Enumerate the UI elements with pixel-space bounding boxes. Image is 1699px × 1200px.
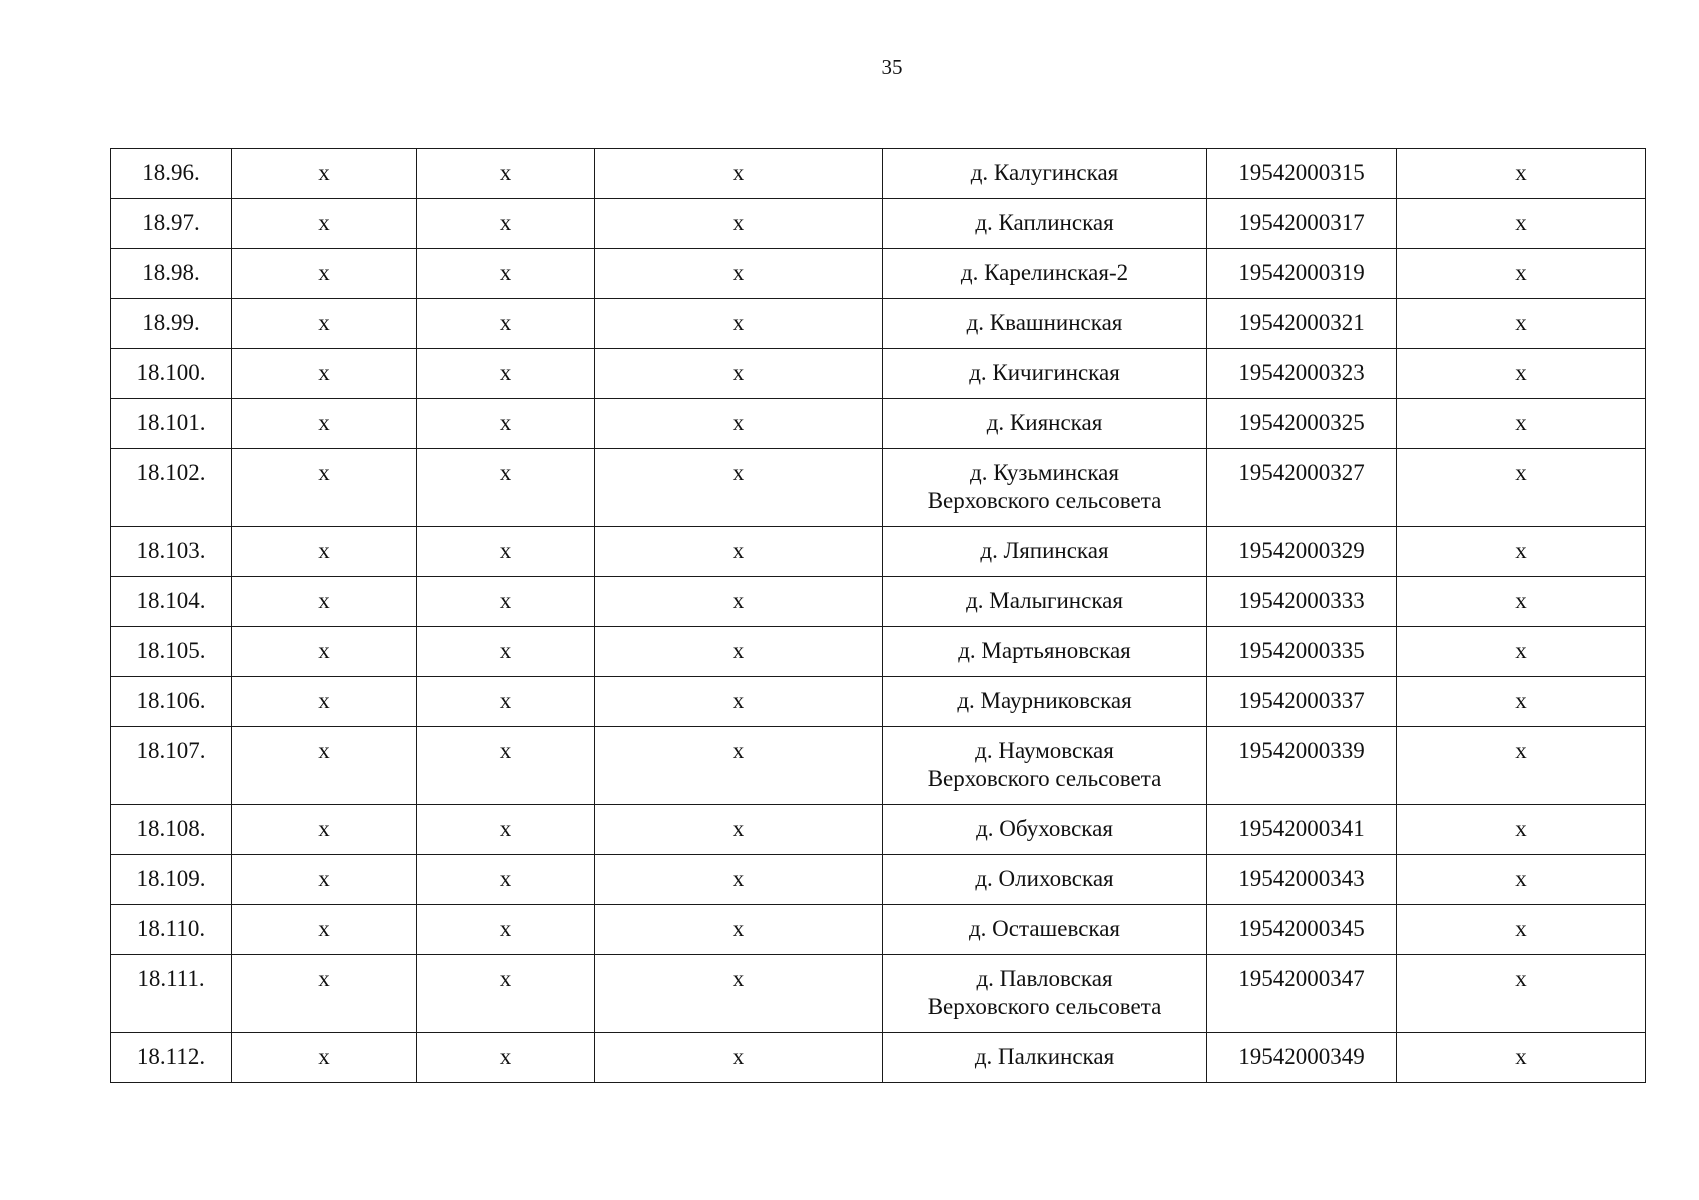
settlement-name-cell: д. Карелинская-2 <box>883 249 1207 299</box>
column-2-cell: х <box>417 449 595 527</box>
settlement-name-cell: д. Ляпинская <box>883 527 1207 577</box>
oktmo-code-cell: 19542000327 <box>1207 449 1397 527</box>
column-3-cell: х <box>595 677 883 727</box>
column-1-cell: х <box>232 249 417 299</box>
column-2-cell: х <box>417 527 595 577</box>
column-2-cell: х <box>417 199 595 249</box>
column-2-cell: х <box>417 577 595 627</box>
column-3-cell: х <box>595 905 883 955</box>
column-2-cell: х <box>417 349 595 399</box>
oktmo-code-cell: 19542000329 <box>1207 527 1397 577</box>
column-1-cell: х <box>232 805 417 855</box>
column-7-cell: х <box>1397 905 1646 955</box>
settlement-name-cell: д. Обуховская <box>883 805 1207 855</box>
column-7-cell: х <box>1397 249 1646 299</box>
column-7-cell: х <box>1397 627 1646 677</box>
column-3-cell: х <box>595 955 883 1033</box>
column-1-cell: х <box>232 1033 417 1083</box>
row-number-cell: 18.96. <box>111 149 232 199</box>
column-3-cell: х <box>595 349 883 399</box>
column-1-cell: х <box>232 727 417 805</box>
settlement-name-cell: д. Маурниковская <box>883 677 1207 727</box>
column-7-cell: х <box>1397 1033 1646 1083</box>
oktmo-code-cell: 19542000325 <box>1207 399 1397 449</box>
table-row <box>111 727 1646 805</box>
oktmo-code-cell: 19542000321 <box>1207 299 1397 349</box>
column-1-cell: х <box>232 855 417 905</box>
page-number: 35 <box>881 55 903 79</box>
column-3-cell: х <box>595 1033 883 1083</box>
column-7-cell: х <box>1397 449 1646 527</box>
settlement-name-cell <box>883 449 1207 527</box>
settlement-name-cell <box>883 727 1207 805</box>
oktmo-code-cell: 19542000335 <box>1207 627 1397 677</box>
table-row <box>111 1033 1646 1083</box>
column-7-cell: х <box>1397 805 1646 855</box>
column-7-cell: х <box>1397 349 1646 399</box>
table-row <box>111 399 1646 449</box>
table-row <box>111 577 1646 627</box>
column-2-cell: х <box>417 955 595 1033</box>
settlement-name-cell: д. Олиховская <box>883 855 1207 905</box>
settlement-name-cell <box>883 955 1207 1033</box>
row-number-cell: 18.100. <box>111 349 232 399</box>
registry-body <box>111 149 1646 1083</box>
column-3-cell: х <box>595 627 883 677</box>
row-number-cell: 18.102. <box>111 449 232 527</box>
settlement-registry-table <box>110 148 1646 1083</box>
settlement-council-line: Верховского сельсовета <box>927 488 1162 513</box>
column-7-cell: х <box>1397 527 1646 577</box>
settlement-council-line: Верховского сельсовета <box>927 766 1162 791</box>
column-2-cell: х <box>417 677 595 727</box>
column-3-cell: х <box>595 199 883 249</box>
row-number-cell: 18.104. <box>111 577 232 627</box>
table-row <box>111 855 1646 905</box>
column-2-cell: х <box>417 249 595 299</box>
column-1-cell: х <box>232 527 417 577</box>
row-number-cell: 18.110. <box>111 905 232 955</box>
settlement-council-line: Верховского сельсовета <box>927 994 1162 1019</box>
row-number-cell: 18.97. <box>111 199 232 249</box>
column-3-cell: х <box>595 399 883 449</box>
oktmo-code-cell: 19542000333 <box>1207 577 1397 627</box>
column-2-cell: х <box>417 1033 595 1083</box>
oktmo-code-cell: 19542000337 <box>1207 677 1397 727</box>
column-2-cell: х <box>417 727 595 805</box>
table-row <box>111 449 1646 527</box>
table-row <box>111 149 1646 199</box>
settlement-name-cell: д. Калугинская <box>883 149 1207 199</box>
column-7-cell: х <box>1397 577 1646 627</box>
column-3-cell: х <box>595 805 883 855</box>
table-row <box>111 299 1646 349</box>
oktmo-code-cell: 19542000349 <box>1207 1033 1397 1083</box>
oktmo-code-cell: 19542000323 <box>1207 349 1397 399</box>
oktmo-code-cell: 19542000343 <box>1207 855 1397 905</box>
settlement-name-cell: д. Палкинская <box>883 1033 1207 1083</box>
column-3-cell: х <box>595 149 883 199</box>
row-number-cell: 18.111. <box>111 955 232 1033</box>
column-7-cell: х <box>1397 199 1646 249</box>
column-1-cell: х <box>232 905 417 955</box>
row-number-cell: 18.107. <box>111 727 232 805</box>
column-7-cell: х <box>1397 727 1646 805</box>
column-7-cell: х <box>1397 149 1646 199</box>
column-1-cell: х <box>232 199 417 249</box>
column-2-cell: х <box>417 399 595 449</box>
oktmo-code-cell: 19542000339 <box>1207 727 1397 805</box>
column-1-cell: х <box>232 449 417 527</box>
oktmo-code-cell: 19542000317 <box>1207 199 1397 249</box>
settlement-name-line: д. Павловская <box>976 966 1113 991</box>
column-7-cell: х <box>1397 399 1646 449</box>
table-row <box>111 199 1646 249</box>
row-number-cell: 18.105. <box>111 627 232 677</box>
oktmo-code-cell: 19542000341 <box>1207 805 1397 855</box>
table-row <box>111 677 1646 727</box>
settlement-name-cell: д. Осташевская <box>883 905 1207 955</box>
column-2-cell: х <box>417 855 595 905</box>
row-number-cell: 18.103. <box>111 527 232 577</box>
oktmo-code-cell: 19542000345 <box>1207 905 1397 955</box>
table-row <box>111 627 1646 677</box>
column-2-cell: х <box>417 299 595 349</box>
settlement-name-cell: д. Малыгинская <box>883 577 1207 627</box>
column-1-cell: х <box>232 627 417 677</box>
row-number-cell: 18.112. <box>111 1033 232 1083</box>
column-3-cell: х <box>595 727 883 805</box>
column-3-cell: х <box>595 249 883 299</box>
column-1-cell: х <box>232 299 417 349</box>
column-1-cell: х <box>232 577 417 627</box>
column-7-cell: х <box>1397 955 1646 1033</box>
settlement-name-cell: д. Киянская <box>883 399 1207 449</box>
column-2-cell: х <box>417 905 595 955</box>
settlement-name-cell: д. Мартьяновская <box>883 627 1207 677</box>
row-number-cell: 18.101. <box>111 399 232 449</box>
settlement-name-cell: д. Каплинская <box>883 199 1207 249</box>
settlement-name-cell: д. Квашнинская <box>883 299 1207 349</box>
settlement-name-cell: д. Кичигинская <box>883 349 1207 399</box>
settlement-name-line: д. Наумовская <box>975 738 1114 763</box>
column-1-cell: х <box>232 955 417 1033</box>
column-2-cell: х <box>417 149 595 199</box>
row-number-cell: 18.108. <box>111 805 232 855</box>
column-3-cell: х <box>595 577 883 627</box>
table-row <box>111 955 1646 1033</box>
table-row <box>111 527 1646 577</box>
column-3-cell: х <box>595 527 883 577</box>
column-1-cell: х <box>232 149 417 199</box>
row-number-cell: 18.106. <box>111 677 232 727</box>
table-row <box>111 905 1646 955</box>
column-3-cell: х <box>595 855 883 905</box>
table-row <box>111 349 1646 399</box>
column-7-cell: х <box>1397 299 1646 349</box>
column-3-cell: х <box>595 449 883 527</box>
column-1-cell: х <box>232 677 417 727</box>
table-row <box>111 805 1646 855</box>
column-2-cell: х <box>417 627 595 677</box>
column-1-cell: х <box>232 399 417 449</box>
column-7-cell: х <box>1397 677 1646 727</box>
row-number-cell: 18.99. <box>111 299 232 349</box>
column-2-cell: х <box>417 805 595 855</box>
column-7-cell: х <box>1397 855 1646 905</box>
row-number-cell: 18.109. <box>111 855 232 905</box>
column-1-cell: х <box>232 349 417 399</box>
settlement-name-line: д. Кузьминская <box>970 460 1119 485</box>
row-number-cell: 18.98. <box>111 249 232 299</box>
column-3-cell: х <box>595 299 883 349</box>
oktmo-code-cell: 19542000319 <box>1207 249 1397 299</box>
table-row <box>111 249 1646 299</box>
oktmo-code-cell: 19542000347 <box>1207 955 1397 1033</box>
oktmo-code-cell: 19542000315 <box>1207 149 1397 199</box>
